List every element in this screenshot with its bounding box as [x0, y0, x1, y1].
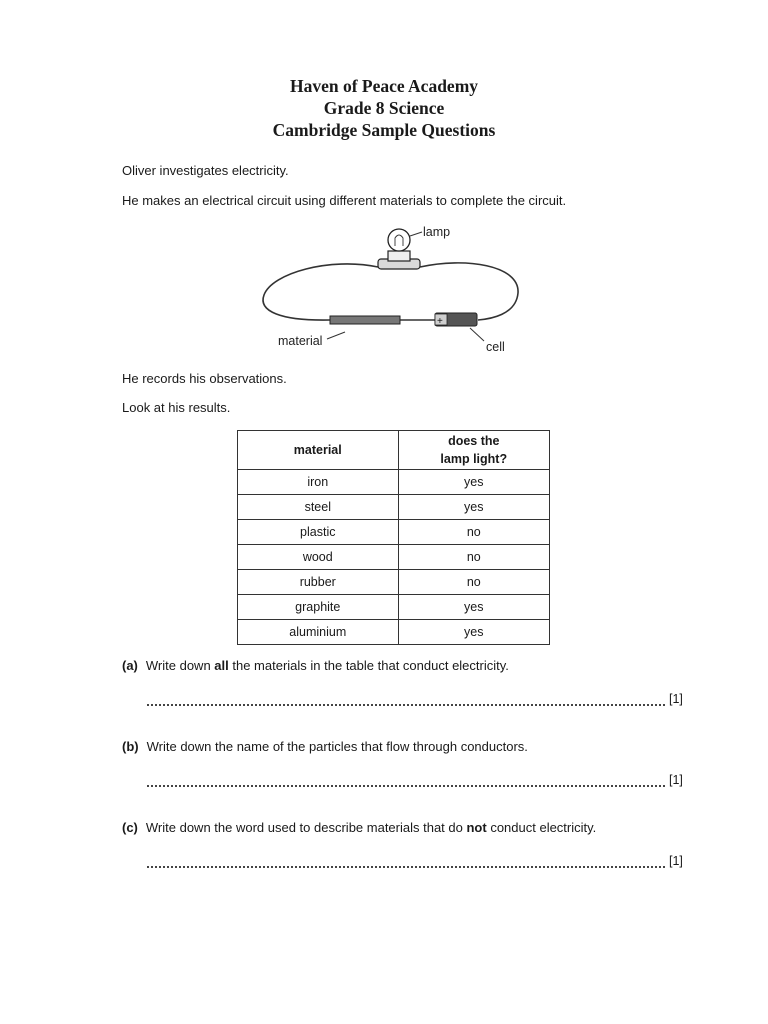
- title-grade: Grade 8 Science: [323, 98, 445, 118]
- header-lamp-light-line1: does the: [448, 434, 500, 448]
- observations-text: He records his observations.: [122, 371, 287, 386]
- lamp-label: lamp: [423, 225, 451, 239]
- results-text: Look at his results.: [122, 400, 231, 415]
- material-rod: [330, 316, 400, 324]
- wire: [420, 263, 518, 320]
- material-label-pointer: [327, 332, 345, 339]
- lamp-label-pointer: [410, 232, 422, 236]
- wire: [263, 264, 378, 320]
- answer-line-c[interactable]: [147, 862, 665, 868]
- marks-c: [1]: [669, 854, 683, 868]
- material-label: material: [278, 334, 323, 348]
- question-a: [122, 658, 509, 674]
- header-lamp-light: [398, 431, 549, 470]
- table-row: [238, 545, 550, 570]
- title-school: Haven of Peace Academy: [289, 76, 479, 96]
- question-text: Write down the name of the particles that flow through conductors.: [146, 739, 528, 754]
- question-text-end: the materials in the table that conduct electricity.: [228, 658, 509, 673]
- cell-label: cell: [486, 340, 505, 354]
- lamp-bulb: [388, 229, 410, 251]
- cell-material: wood: [238, 545, 399, 570]
- header-material: material: [238, 431, 399, 470]
- question-c: [122, 820, 596, 836]
- cell-lamp-light: yes: [398, 470, 549, 495]
- cell-plus-sign: +: [437, 316, 443, 327]
- lamp-holder: [388, 251, 410, 261]
- question-emphasis: all: [214, 658, 229, 673]
- cell-material: iron: [238, 470, 399, 495]
- table-row: [238, 520, 550, 545]
- question-letter: (b): [122, 739, 139, 754]
- question-emphasis: not: [466, 820, 487, 835]
- cell-material: rubber: [238, 570, 399, 595]
- marks-a: [1]: [669, 692, 683, 706]
- cell-lamp-light: no: [398, 570, 549, 595]
- answer-line-a[interactable]: [147, 700, 665, 706]
- intro-text-2: He makes an electrical circuit using different materials to complete the circuit.: [122, 193, 567, 208]
- table-row: [238, 470, 550, 495]
- table-row: [238, 570, 550, 595]
- cell-lamp-light: no: [398, 520, 549, 545]
- table-header-row: [238, 431, 550, 470]
- marks-b: [1]: [669, 773, 683, 787]
- cell-lamp-light: yes: [398, 595, 549, 620]
- results-table: [237, 430, 550, 645]
- cell-lamp-light: no: [398, 545, 549, 570]
- answer-line-b[interactable]: [147, 781, 665, 787]
- cell-material: graphite: [238, 595, 399, 620]
- cell-label-pointer: [470, 328, 484, 341]
- cell-material: steel: [238, 495, 399, 520]
- table-row: [238, 620, 550, 645]
- cell-material: plastic: [238, 520, 399, 545]
- intro-text-1: Oliver investigates electricity.: [122, 163, 289, 178]
- question-text: Write down: [145, 658, 215, 673]
- cell-lamp-light: yes: [398, 620, 549, 645]
- question-b: [122, 739, 528, 755]
- header-lamp-light-line2: lamp light?: [440, 452, 508, 466]
- cell-lamp-light: yes: [398, 495, 549, 520]
- question-letter: (c): [122, 820, 138, 835]
- table-row: [238, 495, 550, 520]
- question-text-end: conduct electricity.: [486, 820, 597, 835]
- title-subtitle: Cambridge Sample Questions: [272, 120, 496, 140]
- question-letter: (a): [122, 658, 138, 673]
- cell-material: aluminium: [238, 620, 399, 645]
- question-text: Write down the word used to describe materials that do: [145, 820, 467, 835]
- table-row: [238, 595, 550, 620]
- circuit-diagram: [250, 215, 550, 360]
